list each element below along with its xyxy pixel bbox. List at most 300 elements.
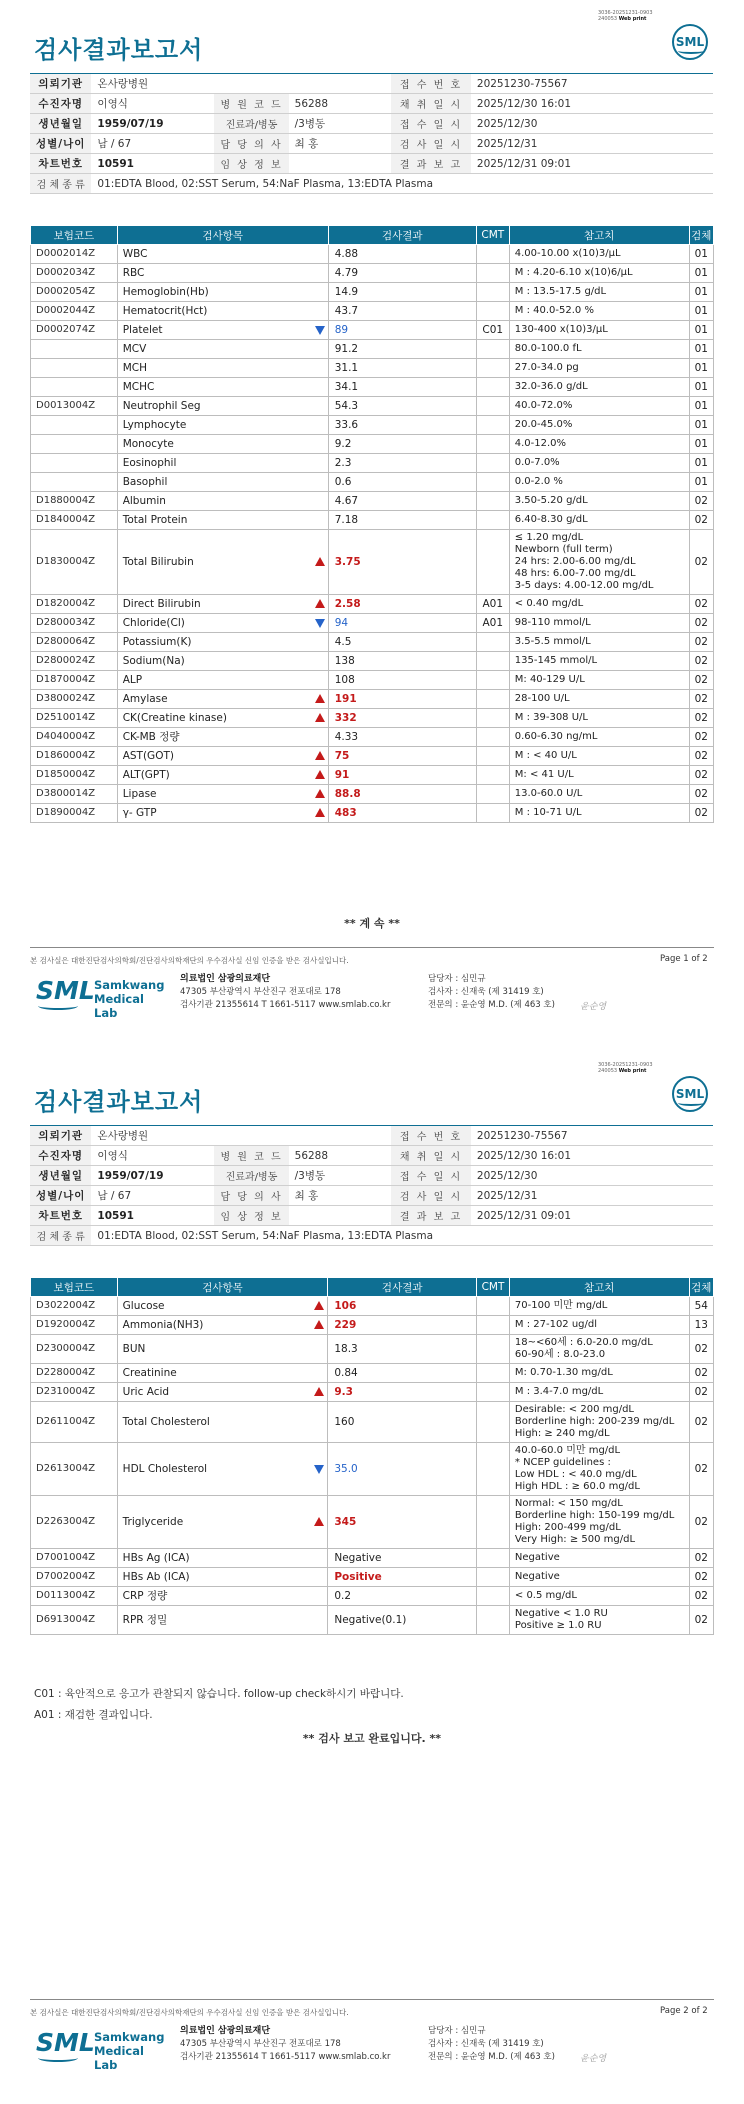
specimen-code: 01 [689, 454, 713, 473]
test-item: ALT(GPT) [117, 766, 328, 785]
test-comment [477, 1443, 510, 1496]
test-code: D0002034Z [31, 264, 118, 283]
specimen-code: 01 [689, 264, 713, 283]
test-item: Total Bilirubin [117, 530, 328, 595]
specimen-code: 13 [689, 1316, 713, 1335]
test-code: D1870004Z [31, 671, 118, 690]
test-result: 31.1 [328, 359, 476, 378]
test-result: 229 [328, 1316, 477, 1335]
table-row [31, 1297, 714, 1316]
table-row [31, 1443, 714, 1496]
test-comment [476, 264, 509, 283]
label-hospital: 의뢰기관 [30, 74, 91, 94]
test-code [31, 473, 118, 492]
test-comment [476, 473, 509, 492]
results-table-page-2: 보험코드 검사항목 검사결과 CMT 참고치 검체 D3022004Z Glucose 106 70-100 미만 mg/dL 54 D1920004Z Ammonia(NH3) 229 M : 27-102 ug/dl 13 D2300004Z BUN 18.3 18~<60세 : 6.0-20.0 mg/dL 60-90세 : 8.0-23.0 02 D2280004Z Creatinine 0.84 M: 0.70-1.30 mg/dL 02 D2310004Z Uric Acid 9.3 M : 3.4-7.0 mg/dL 02 D2611004Z Total Cholesterol 160 Desirable: < 200 mg/dL Borderline high: 200-239 mg/dL High: ≥ 240 mg/dL 02 D2613004Z HDL Cholesterol 35.0 40.0-60.0 미만 mg/dL * NCEP guidelines : Low HDL : < 40.0 mg/dL High HDL : ≥ 60.0 mg/dL 02 D2263004Z Triglyceride 345 Normal: < 150 mg/dL Borderline high: 150-199 mg/dL High: 200-499 mg/dL Very High: ≥ 500 mg/dL 02 D7001004Z HBs Ag (ICA) Negative Negative 02 D7002004Z HBs Ab (ICA) Positive Negative 02 D0113004Z CRP 정량 0.2 < 0.5 mg/dL 02 D6913004Z RPR 정밀 Negative(0.1) Negative < 1.0 RU Positive ≥ 1.0 RU 02 [30, 1277, 714, 1635]
patient-info-table: 의뢰기관 온사랑병원 접 수 번 호 20251230-75567 수진자명 이영식 병 원 코 드 56288 채 취 일 시 2025/12/30 16:01 생년월일 1959/07/19 진료과/병동 /3병동 접 수 일 시 2025/12/30 성별/나이 남 / 67 담 당 의 사 최 홍 검 사 일 시 2025/12/31 차트번호 10591 임 상 정 보 결 과 보 고 2025/12/31 09:01 검 체 종 류 01:EDTA Blood, 02:SST Serum, 54:NaF Plasma, 13:EDTA Plasma [30, 73, 713, 194]
specimen-code: 01 [689, 302, 713, 321]
test-item: Platelet [117, 321, 328, 340]
specimen-code: 02 [689, 492, 713, 511]
test-comment [476, 747, 509, 766]
test-comment [476, 435, 509, 454]
arrow-down-icon [314, 1465, 324, 1474]
test-comment [477, 1402, 510, 1443]
test-comment [476, 511, 509, 530]
signers: 담당자 : 심민규 검사자 : 신재욱 (제 31419 호) 전문의 : 윤순영 M.D. (제 463 호) [428, 974, 555, 1010]
specimen-code: 02 [689, 1496, 713, 1549]
samkwang-logo: SML Samkwang Medical Lab [36, 976, 165, 1020]
specimen-code: 02 [689, 766, 713, 785]
table-row [31, 747, 714, 766]
reference-range: 98-110 mmol/L [509, 614, 689, 633]
table-row [31, 435, 714, 454]
specimen-code: 01 [689, 340, 713, 359]
test-code: D7001004Z [31, 1549, 118, 1568]
test-item: MCV [117, 340, 328, 359]
test-comment [476, 454, 509, 473]
reference-range: M : 27-102 ug/dl [509, 1316, 689, 1335]
table-row [31, 671, 714, 690]
test-comment [477, 1364, 510, 1383]
table-row [31, 264, 714, 283]
test-item: Glucose [117, 1297, 328, 1316]
test-code: D6913004Z [31, 1606, 118, 1635]
test-item: MCH [117, 359, 328, 378]
test-item: Chloride(Cl) [117, 614, 328, 633]
table-row [31, 416, 714, 435]
table-row [31, 283, 714, 302]
test-comment [476, 530, 509, 595]
test-comment [476, 283, 509, 302]
test-result: 160 [328, 1402, 477, 1443]
test-code [31, 454, 118, 473]
test-result: 4.5 [328, 633, 476, 652]
test-code: D3800024Z [31, 690, 118, 709]
test-comment [476, 766, 509, 785]
table-row [31, 633, 714, 652]
table-row [31, 340, 714, 359]
test-comment: C01 [476, 321, 509, 340]
specimen-code: 02 [689, 785, 713, 804]
arrow-up-icon [315, 694, 325, 703]
results-table-page-1: 보험코드 검사항목 검사결과 CMT 참고치 검체 D0002014Z WBC 4.88 4.00-10.00 x(10)3/μL 01 D0002034Z RBC 4.79 M : 4.20-6.10 x(10)6/μL 01 D0002054Z Hemoglobin(Hb) 14.9 M : 13.5-17.5 g/dL 01 D0002044Z Hematocrit(Hct) 43.7 M : 40.0-52.0 % 01 D0002074Z Platelet 89 C01 130-400 x(10)3/μL 01 MCV 91.2 80.0-100.0 fL 01 MCH 31.1 27.0-34.0 pg 01 MCHC 34.1 32.0-36.0 g/dL 01 D0013004Z Neutrophil Seg 54.3 40.0-72.0% 01 Lymphocyte 33.6 20.0-45.0% 01 Monocyte 9.2 4.0-12.0% 01 Eosinophil 2.3 0.0-7.0% 01 Basophil 0.6 0.0-2.0 % 01 D1880004Z Albumin 4.67 3.50-5.20 g/dL 02 D1840004Z Total Protein 7.18 6.40-8.30 g/dL 02 D1830004Z Total Bilirubin 3.75 ≤ 1.20 mg/dL Newborn (full term) 24 hrs: 2.00-6.00 mg/dL 48 hrs: 6.00-7.00 mg/dL 3-5 days: 4.00-12.00 mg/dL 02 D1820004Z Direct Bilirubin 2.58 A01 < 0.40 mg/dL 02 D2800034Z Chloride(Cl) 94 A01 98-110 mmol/L 02 D2800064Z Potassium(K) 4.5 3.5-5.5 mmol/L 02 D2800024Z Sodium(Na) 138 135-145 mmol/L 02 D1870004Z ALP 108 M: 40-129 U/L 02 D3800024Z Amylase 191 28-100 U/L 02 D2510014Z CK(Creatine kinase) 332 M : 39-308 U/L 02 D4040004Z CK-MB 정량 4.33 0.60-6.30 ng/mL 02 D1860004Z AST(GOT) 75 M : < 40 U/L 02 D1850004Z ALT(GPT) 91 M: < 41 U/L 02 D3800014Z Lipase 88.8 13.0-60.0 U/L 02 D1890004Z γ- GTP 483 M : 10-71 U/L 02 [30, 225, 714, 823]
specimen-code: 54 [689, 1297, 713, 1316]
org-info: 의료법인 삼광의료재단 47305 부산광역시 부산진구 전포대로 178 검사기관 21355614 T 1661-5117 www.smlab.co.kr [180, 974, 391, 1010]
table-row [31, 804, 714, 823]
test-code: D2611004Z [31, 1402, 118, 1443]
reference-range: 0.0-2.0 % [509, 473, 689, 492]
specimen-code: 02 [689, 804, 713, 823]
test-item: HDL Cholesterol [117, 1443, 328, 1496]
reference-range: 4.0-12.0% [509, 435, 689, 454]
test-result: 0.84 [328, 1364, 477, 1383]
arrow-up-icon [314, 1517, 324, 1526]
test-item: BUN [117, 1335, 328, 1364]
table-row [31, 530, 714, 595]
test-comment [476, 671, 509, 690]
test-result: 483 [328, 804, 476, 823]
reference-range: M : < 40 U/L [509, 747, 689, 766]
page-number: Page 2 of 2 [660, 2006, 708, 2016]
test-result: 7.18 [328, 511, 476, 530]
reference-range: 3.5-5.5 mmol/L [509, 633, 689, 652]
report-complete-note: ** 검사 보고 완료입니다. ** [302, 1732, 442, 1745]
test-item: Amylase [117, 690, 328, 709]
arrow-up-icon [314, 1320, 324, 1329]
reference-range: < 0.40 mg/dL [509, 595, 689, 614]
specimen-code: 02 [689, 530, 713, 595]
continued-note: ** 계 속 ** [344, 917, 400, 930]
test-item: Uric Acid [117, 1383, 328, 1402]
arrow-up-icon [315, 713, 325, 722]
test-result: 345 [328, 1496, 477, 1549]
specimen-code: 02 [689, 614, 713, 633]
specimen-code: 02 [689, 1383, 713, 1402]
test-item: ALP [117, 671, 328, 690]
test-code: D0002054Z [31, 283, 118, 302]
specimen-code: 02 [689, 1587, 713, 1606]
arrow-up-icon [315, 599, 325, 608]
test-code: D2800064Z [31, 633, 118, 652]
test-code: D0013004Z [31, 397, 118, 416]
test-comment [476, 652, 509, 671]
test-code: D0002014Z [31, 245, 118, 264]
table-row [31, 473, 714, 492]
test-result: 106 [328, 1297, 477, 1316]
table-row [31, 728, 714, 747]
test-result: 33.6 [328, 416, 476, 435]
test-result: 91 [328, 766, 476, 785]
reference-range: 40.0-72.0% [509, 397, 689, 416]
receipt-no-value: 20251230-75567 [471, 74, 713, 94]
sml-logo-icon: SML [672, 24, 708, 60]
test-item: CK-MB 정량 [117, 728, 328, 747]
test-code: D2613004Z [31, 1443, 118, 1496]
reference-range: M : 13.5-17.5 g/dL [509, 283, 689, 302]
test-result: 4.88 [328, 245, 476, 264]
test-comment [476, 728, 509, 747]
test-code: D2510014Z [31, 709, 118, 728]
arrow-down-icon [315, 619, 325, 628]
test-comment [477, 1587, 510, 1606]
page-number: Page 1 of 2 [660, 954, 708, 964]
test-item: Lymphocyte [117, 416, 328, 435]
patient-info-table: 의뢰기관 온사랑병원 접 수 번 호 20251230-75567 수진자명 이영식 병 원 코 드 56288 채 취 일 시 2025/12/30 16:01 생년월일 1959/07/19 진료과/병동 /3병동 접 수 일 시 2025/12/30 성별/나이 남 / 67 담 당 의 사 최 홍 검 사 일 시 2025/12/31 차트번호 10591 임 상 정 보 결 과 보 고 2025/12/31 09:01 검 체 종 류 01:EDTA Blood, 02:SST Serum, 54:NaF Plasma, 13:EDTA Plasma [30, 1125, 713, 1246]
test-comment [476, 245, 509, 264]
test-item: Albumin [117, 492, 328, 511]
table-row [31, 690, 714, 709]
test-result: 332 [328, 709, 476, 728]
reference-range: 18~<60세 : 6.0-20.0 mg/dL 60-90세 : 8.0-23.0 [509, 1335, 689, 1364]
specimen-code: 02 [689, 1443, 713, 1496]
test-comment [477, 1549, 510, 1568]
reference-range: M: < 41 U/L [509, 766, 689, 785]
reference-range: 27.0-34.0 pg [509, 359, 689, 378]
test-result: 0.2 [328, 1587, 477, 1606]
test-comment: A01 [476, 595, 509, 614]
test-comment [477, 1496, 510, 1549]
test-result: 3.75 [328, 530, 476, 595]
table-row [31, 785, 714, 804]
test-code: D1820004Z [31, 595, 118, 614]
test-result: 108 [328, 671, 476, 690]
specimen-code: 01 [689, 397, 713, 416]
specimen-code: 02 [689, 709, 713, 728]
test-comment [476, 378, 509, 397]
table-row [31, 245, 714, 264]
top-code: 3036-20251231-0903 240053 Web print [598, 10, 653, 22]
specimen-code: 02 [689, 511, 713, 530]
specimen-code: 01 [689, 359, 713, 378]
specimen-code: 02 [689, 595, 713, 614]
table-row [31, 492, 714, 511]
test-result: 2.3 [328, 454, 476, 473]
test-comment [476, 709, 509, 728]
test-item: Total Protein [117, 511, 328, 530]
test-code: D3022004Z [31, 1297, 118, 1316]
top-code: 3036-20251231-0903 240053 Web print [598, 1062, 653, 1074]
test-comment [476, 416, 509, 435]
test-item: Potassium(K) [117, 633, 328, 652]
reference-range: M : 4.20-6.10 x(10)6/μL [509, 264, 689, 283]
signature: 윤순영 [580, 2054, 607, 2064]
reference-range: M : 3.4-7.0 mg/dL [509, 1383, 689, 1402]
test-item: γ- GTP [117, 804, 328, 823]
test-comment [476, 690, 509, 709]
test-code: D0002074Z [31, 321, 118, 340]
patient-name-value: 이영식 [91, 94, 214, 114]
test-item: AST(GOT) [117, 747, 328, 766]
specimen-code: 01 [689, 473, 713, 492]
test-comment [477, 1606, 510, 1635]
specimen-code: 02 [689, 1335, 713, 1364]
hospital-value: 온사랑병원 [91, 74, 391, 94]
test-result: 191 [328, 690, 476, 709]
test-result: Negative [328, 1549, 477, 1568]
test-result: 4.33 [328, 728, 476, 747]
arrow-up-icon [314, 1301, 324, 1310]
test-result: 4.67 [328, 492, 476, 511]
reference-range: 0.0-7.0% [509, 454, 689, 473]
test-item: CRP 정량 [117, 1587, 328, 1606]
test-comment [476, 492, 509, 511]
test-result: 88.8 [328, 785, 476, 804]
reference-range: 130-400 x(10)3/μL [509, 321, 689, 340]
table-row [31, 302, 714, 321]
test-code: D1840004Z [31, 511, 118, 530]
table-row [31, 1606, 714, 1635]
reference-range: ≤ 1.20 mg/dL Newborn (full term) 24 hrs: 2.00-6.00 mg/dL 48 hrs: 6.00-7.00 mg/dL 3-5 days: 4.00-12.00 mg/dL [509, 530, 689, 595]
test-code: D2263004Z [31, 1496, 118, 1549]
reference-range: Negative < 1.0 RU Positive ≥ 1.0 RU [509, 1606, 689, 1635]
reference-range: M: 0.70-1.30 mg/dL [509, 1364, 689, 1383]
test-code [31, 416, 118, 435]
test-comment [476, 302, 509, 321]
specimen-code: 01 [689, 321, 713, 340]
specimen-code: 01 [689, 283, 713, 302]
page-title: 검사결과보고서 [34, 36, 204, 64]
reference-range: 4.00-10.00 x(10)3/μL [509, 245, 689, 264]
table-row [31, 595, 714, 614]
table-row [31, 511, 714, 530]
specimen-code: 02 [689, 728, 713, 747]
reference-range: 80.0-100.0 fL [509, 340, 689, 359]
table-row [31, 378, 714, 397]
test-item: Triglyceride [117, 1496, 328, 1549]
test-comment: A01 [476, 614, 509, 633]
table-row [31, 1364, 714, 1383]
table-row [31, 321, 714, 340]
test-comment [476, 359, 509, 378]
specimen-code: 02 [689, 747, 713, 766]
test-code: D1880004Z [31, 492, 118, 511]
table-row [31, 1383, 714, 1402]
test-code: D0113004Z [31, 1587, 118, 1606]
reference-range: < 0.5 mg/dL [509, 1587, 689, 1606]
test-result: 91.2 [328, 340, 476, 359]
arrow-up-icon [315, 770, 325, 779]
test-result: 35.0 [328, 1443, 477, 1496]
test-code: D4040004Z [31, 728, 118, 747]
reference-range: Negative [509, 1568, 689, 1587]
test-item: HBs Ab (ICA) [117, 1568, 328, 1587]
test-code: D7002004Z [31, 1568, 118, 1587]
arrow-up-icon [315, 751, 325, 760]
signers: 담당자 : 심민규 검사자 : 신재욱 (제 31419 호) 전문의 : 윤순영 M.D. (제 463 호) [428, 2026, 555, 2062]
test-code: D3800014Z [31, 785, 118, 804]
test-code: D2280004Z [31, 1364, 118, 1383]
test-code [31, 435, 118, 454]
test-comment [477, 1568, 510, 1587]
test-comment [476, 633, 509, 652]
test-result: 43.7 [328, 302, 476, 321]
reference-range: 32.0-36.0 g/dL [509, 378, 689, 397]
test-result: 54.3 [328, 397, 476, 416]
table-row [31, 359, 714, 378]
arrow-down-icon [315, 326, 325, 335]
specimen-code: 01 [689, 416, 713, 435]
specimen-code: 02 [689, 671, 713, 690]
specimen-types: 01:EDTA Blood, 02:SST Serum, 54:NaF Plasma, 13:EDTA Plasma [91, 174, 713, 194]
test-item: WBC [117, 245, 328, 264]
test-comment [476, 340, 509, 359]
test-code: D2300004Z [31, 1335, 118, 1364]
test-code [31, 340, 118, 359]
test-result: 14.9 [328, 283, 476, 302]
report-page-2 [0, 1052, 744, 2104]
test-result: 4.79 [328, 264, 476, 283]
reference-range: 40.0-60.0 미만 mg/dL * NCEP guidelines : Low HDL : < 40.0 mg/dL High HDL : ≥ 60.0 mg/dL [509, 1443, 689, 1496]
test-comment [476, 397, 509, 416]
specimen-code: 02 [689, 1568, 713, 1587]
test-item: RPR 정밀 [117, 1606, 328, 1635]
test-item: Total Cholesterol [117, 1402, 328, 1443]
table-row [31, 397, 714, 416]
arrow-up-icon [315, 557, 325, 566]
test-code [31, 359, 118, 378]
table-row [31, 1568, 714, 1587]
test-code: D1920004Z [31, 1316, 118, 1335]
test-result: 89 [328, 321, 476, 340]
test-comment [477, 1316, 510, 1335]
test-item: Neutrophil Seg [117, 397, 328, 416]
test-item: HBs Ag (ICA) [117, 1549, 328, 1568]
test-result: 138 [328, 652, 476, 671]
reference-range: Desirable: < 200 mg/dL Borderline high: 200-239 mg/dL High: ≥ 240 mg/dL [509, 1402, 689, 1443]
reference-range: 20.0-45.0% [509, 416, 689, 435]
test-result: 34.1 [328, 378, 476, 397]
certification-note: 본 검사실은 대한진단검사의학회/진단검사의학재단의 우수검사실 신임 인증을 받은 검사실입니다. [30, 956, 349, 965]
reference-range: Negative [509, 1549, 689, 1568]
test-code: D1860004Z [31, 747, 118, 766]
page-title: 검사결과보고서 [34, 1088, 204, 1116]
test-item: Sodium(Na) [117, 652, 328, 671]
test-code: D1890004Z [31, 804, 118, 823]
test-comment [477, 1297, 510, 1316]
test-result: 0.6 [328, 473, 476, 492]
test-comment [477, 1383, 510, 1402]
table-row [31, 1549, 714, 1568]
test-item: Direct Bilirubin [117, 595, 328, 614]
test-comment [477, 1335, 510, 1364]
specimen-code: 01 [689, 435, 713, 454]
test-code: D2800024Z [31, 652, 118, 671]
test-item: Creatinine [117, 1364, 328, 1383]
test-code: D1850004Z [31, 766, 118, 785]
arrow-up-icon [314, 1387, 324, 1396]
test-result: 2.58 [328, 595, 476, 614]
table-row [31, 1402, 714, 1443]
note-a01: A01 : 재검한 결과입니다. [34, 1709, 153, 1721]
specimen-code: 02 [689, 633, 713, 652]
specimen-code: 02 [689, 690, 713, 709]
specimen-code: 02 [689, 652, 713, 671]
sml-logo-icon: SML [672, 1076, 708, 1112]
specimen-code: 01 [689, 378, 713, 397]
test-result: 18.3 [328, 1335, 477, 1364]
test-result: 9.3 [328, 1383, 477, 1402]
test-item: Monocyte [117, 435, 328, 454]
table-row [31, 766, 714, 785]
test-comment [476, 804, 509, 823]
test-result: Positive [328, 1568, 477, 1587]
reference-range: M : 40.0-52.0 % [509, 302, 689, 321]
table-row [31, 652, 714, 671]
reference-range: 13.0-60.0 U/L [509, 785, 689, 804]
reference-range: 0.60-6.30 ng/mL [509, 728, 689, 747]
test-code: D2310004Z [31, 1383, 118, 1402]
test-item: Basophil [117, 473, 328, 492]
test-result: 94 [328, 614, 476, 633]
test-code [31, 378, 118, 397]
test-result: 75 [328, 747, 476, 766]
specimen-code: 02 [689, 1606, 713, 1635]
test-result: Negative(0.1) [328, 1606, 477, 1635]
test-item: CK(Creatine kinase) [117, 709, 328, 728]
reference-range: 70-100 미만 mg/dL [509, 1297, 689, 1316]
test-item: MCHC [117, 378, 328, 397]
test-item: Eosinophil [117, 454, 328, 473]
table-row [31, 614, 714, 633]
reference-range: 28-100 U/L [509, 690, 689, 709]
samkwang-logo: SML Samkwang Medical Lab [36, 2028, 165, 2072]
reference-range: 6.40-8.30 g/dL [509, 511, 689, 530]
test-code: D1830004Z [31, 530, 118, 595]
table-row [31, 1316, 714, 1335]
arrow-up-icon [315, 808, 325, 817]
table-row [31, 454, 714, 473]
test-code: D0002044Z [31, 302, 118, 321]
